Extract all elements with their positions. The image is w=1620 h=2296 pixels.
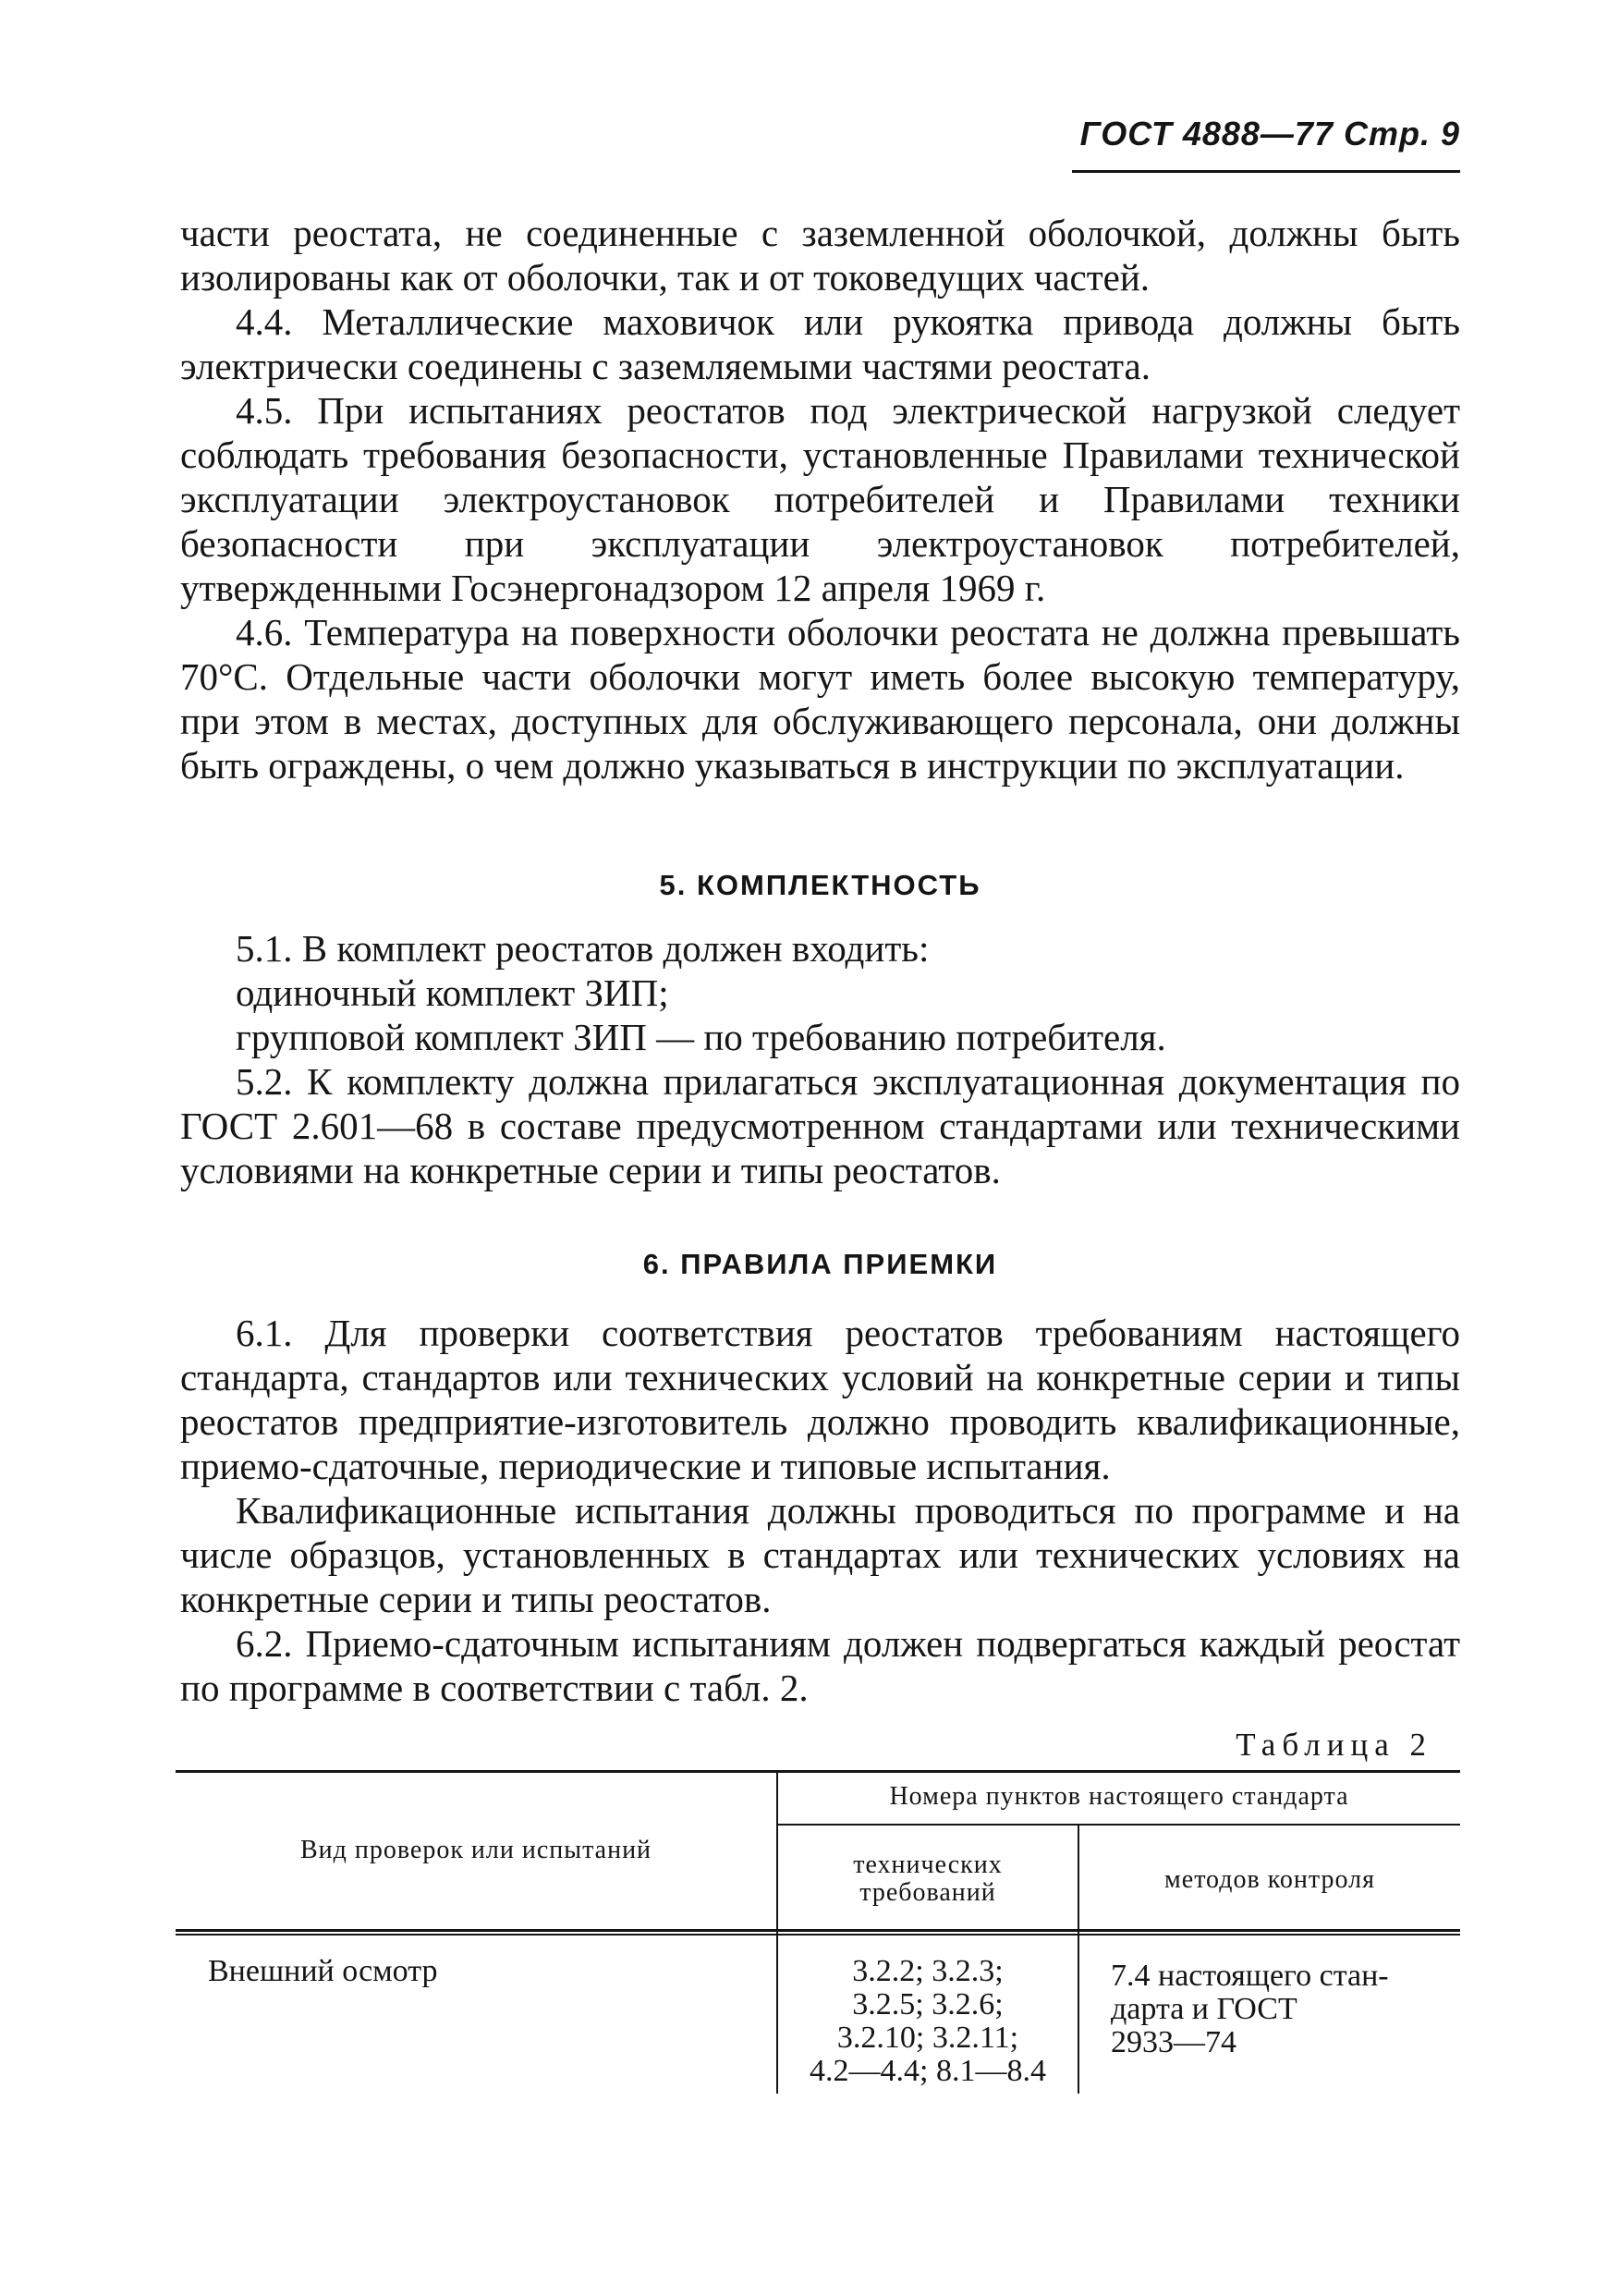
group-header-clauses: Номера пунктов настоящего стандарта xyxy=(889,1782,1349,1811)
section-5-heading: 5. КОМПЛЕКТНОСТЬ xyxy=(659,869,981,901)
header-rule xyxy=(1072,170,1460,173)
paragraph-continuation: части реостата, не соединенные с заземленной оболочкой, должны быть изолированы как от оболочки, так и от токоведущих частей. xyxy=(180,212,1460,299)
table-caption: Таблица 2 xyxy=(1236,1727,1432,1763)
header-bottom-rule xyxy=(176,1929,1460,1932)
row-1-req-line-4: 4.2—4.4; 8.1—8.4 xyxy=(810,2054,1046,2088)
paragraph-5-2: 5.2. К комплекту должна прилагаться эксплуатационная документация по ГОСТ 2.601—68 в составе предусмотренном стандартами или техническими условиями на конкретные серии и типы реостатов. xyxy=(180,1060,1460,1191)
header-bottom-rule-double xyxy=(176,1934,1460,1936)
paragraph-5-1: 5.1. В комплект реостатов должен входить: xyxy=(236,927,930,970)
group-header-rule xyxy=(776,1824,1460,1826)
col-header-requirements-l1: технических xyxy=(853,1850,1003,1879)
col-header-requirements-l2: требований xyxy=(859,1878,996,1907)
paragraph-6-2: 6.2. Приемо-сдаточным испытаниям должен подвергаться каждый реостат по программе в соответствии с табл. 2. xyxy=(180,1622,1460,1709)
row-1-method-line-2: дарта и ГОСТ xyxy=(1111,1992,1297,2026)
row-1-requirements xyxy=(778,1955,1078,2088)
col-header-requirements xyxy=(778,1851,1078,1907)
paragraph-6-1: 6.1. Для проверки соответствия реостатов требованиям настоящего стандарта, стандартов или технических условий на конкретные серии и типы реостатов предприятие-изготовитель должно проводить квалификационные, приемо-сдаточные, периодические и типовые испытания. xyxy=(180,1312,1460,1487)
section-6-text xyxy=(180,1311,1460,1710)
row-1-check-name: Внешний осмотр xyxy=(208,1954,438,1988)
paragraph-4-6: 4.6. Температура на поверхности оболочки реостата не должна превышать 70°С. Отдельные части оболочки могут иметь более высокую температуру, при этом в местах, доступных для обслуживающего персонала, они должны быть ограждены, о чем должно указываться в инструкции по эксплуатации. xyxy=(180,611,1460,787)
row-1-method-line-3: 2933—74 xyxy=(1111,2025,1236,2059)
list-item-zip-single: одиночный комплект ЗИП; xyxy=(236,971,669,1014)
paragraph-4-5: 4.5. При испытаниях реостатов под электрической нагрузкой следует соблюдать требования безопасности, установленные Правилами технической эксплуатации электроустановок потребителей и Правилами техники безопасности при эксплуатации электроустановок потребителей, утвержденными Госэнергонадзором 12 апреля 1969 г. xyxy=(180,389,1460,609)
table-top-rule xyxy=(176,1770,1460,1773)
row-1-methods xyxy=(1111,1960,1453,2059)
row-1-req-line-2: 3.2.5; 3.2.6; xyxy=(852,1987,1004,2021)
row-1-req-line-3: 3.2.10; 3.2.11; xyxy=(836,2021,1019,2055)
paragraph-qualification: Квалификационные испытания должны проводиться по программе и на числе образцов, установленных в стандартах или технических условиях на конкретные серии и типы реостатов. xyxy=(180,1489,1460,1620)
section-5-text xyxy=(180,926,1460,1192)
col-header-methods: методов контроля xyxy=(1164,1865,1375,1894)
col-header-check-type: Вид проверок или испытаний xyxy=(299,1836,652,1864)
paragraph-4-4: 4.4. Металлические маховичок или рукоятка привода должны быть электрически соединены с заземляемыми частями реостата. xyxy=(180,300,1460,387)
table-2 xyxy=(176,1770,1460,2094)
page-header: ГОСТ 4888—77 Стр. 9 xyxy=(1079,115,1460,153)
row-1-req-line-1: 3.2.2; 3.2.3; xyxy=(852,1954,1004,1988)
row-1-method-line-1: 7.4 настоящего стан- xyxy=(1111,1959,1389,1993)
body-text-block-1 xyxy=(180,211,1460,788)
list-item-zip-group: групповой комплект ЗИП — по требованию потребителя. xyxy=(236,1016,1166,1058)
section-6-heading: 6. ПРАВИЛА ПРИЕМКИ xyxy=(642,1248,998,1280)
